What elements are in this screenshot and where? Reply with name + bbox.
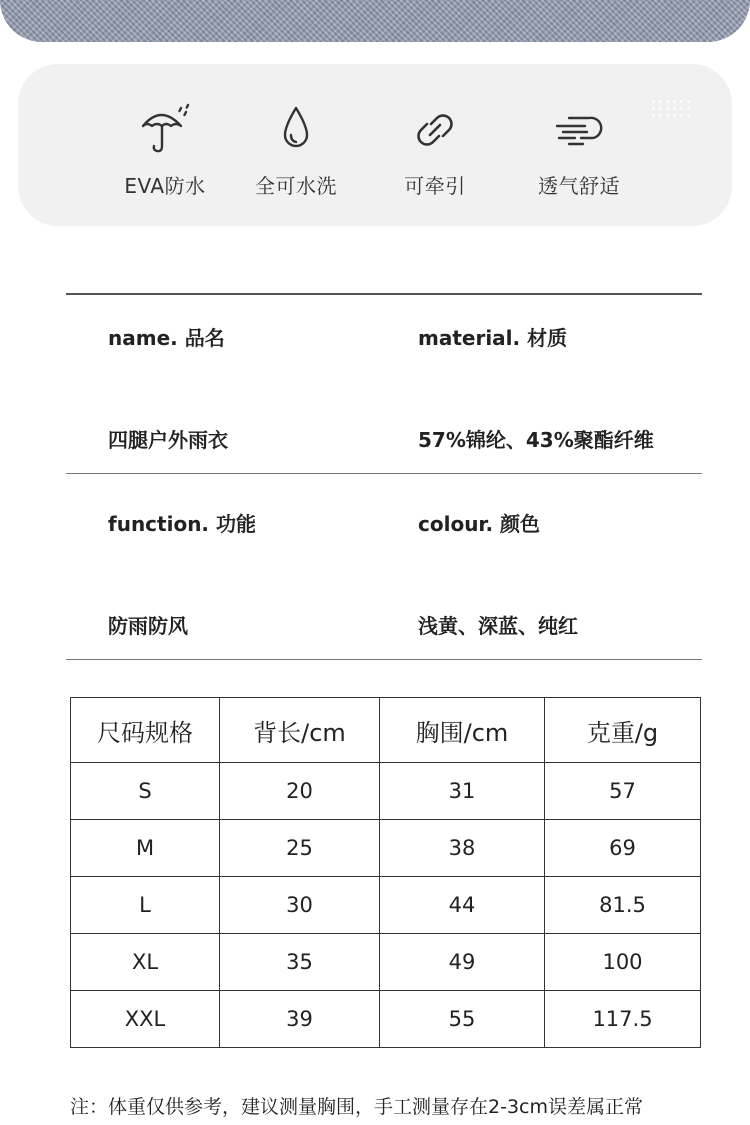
table-row bbox=[71, 877, 701, 934]
decorative-dots bbox=[650, 98, 690, 118]
table-row bbox=[71, 991, 701, 1048]
cell-size: S bbox=[71, 763, 220, 820]
cell-weight: 100 bbox=[545, 934, 701, 991]
info-name-value: 四腿户外雨衣 bbox=[108, 428, 228, 452]
cell-size: M bbox=[71, 820, 220, 877]
cell-weight: 69 bbox=[545, 820, 701, 877]
info-colour-label: colour. 颜色 bbox=[418, 512, 541, 536]
feature-label: 可牵引 bbox=[404, 174, 466, 198]
feature-label: 透气舒适 bbox=[538, 174, 620, 198]
table-row bbox=[71, 934, 701, 991]
cell-chest: 38 bbox=[380, 820, 545, 877]
feature-leash bbox=[360, 102, 510, 199]
info-top-divider bbox=[66, 293, 702, 295]
cell-back-length: 30 bbox=[220, 877, 380, 934]
info-function-value: 防雨防风 bbox=[108, 614, 188, 638]
header-chest: 胸围/cm bbox=[380, 698, 545, 763]
info-name-label: name. 品名 bbox=[108, 326, 225, 350]
cell-size: XXL bbox=[71, 991, 220, 1048]
info-middle-divider bbox=[66, 473, 702, 474]
info-colour-value: 浅黄、深蓝、纯红 bbox=[418, 614, 578, 638]
table-row bbox=[71, 820, 701, 877]
cell-back-length: 35 bbox=[220, 934, 380, 991]
chain-link-icon bbox=[360, 102, 510, 158]
water-drop-icon bbox=[221, 102, 371, 158]
cell-chest: 55 bbox=[380, 991, 545, 1048]
umbrella-icon bbox=[90, 102, 240, 158]
feature-waterproof bbox=[90, 102, 240, 199]
cell-back-length: 39 bbox=[220, 991, 380, 1048]
header-size: 尺码规格 bbox=[71, 698, 220, 763]
header-back-length: 背长/cm bbox=[220, 698, 380, 763]
feature-breathable bbox=[504, 102, 654, 199]
fabric-texture-banner bbox=[0, 0, 750, 42]
feature-label: 全可水洗 bbox=[255, 174, 337, 198]
cell-chest: 31 bbox=[380, 763, 545, 820]
feature-washable bbox=[221, 102, 371, 199]
header-weight: 克重/g bbox=[545, 698, 701, 763]
feature-card bbox=[18, 64, 732, 226]
cell-weight: 57 bbox=[545, 763, 701, 820]
wind-icon bbox=[504, 102, 654, 158]
cell-weight: 81.5 bbox=[545, 877, 701, 934]
cell-chest: 49 bbox=[380, 934, 545, 991]
feature-label: EVA防水 bbox=[124, 174, 206, 198]
cell-chest: 44 bbox=[380, 877, 545, 934]
info-function-label: function. 功能 bbox=[108, 512, 256, 536]
measurement-note: 注：体重仅供参考，建议测量胸围，手工测量存在2-3cm误差属正常 bbox=[70, 1096, 643, 1118]
cell-size: XL bbox=[71, 934, 220, 991]
info-material-value: 57%锦纶、43%聚酯纤维 bbox=[418, 428, 654, 452]
info-bottom-divider bbox=[66, 659, 702, 660]
table-row bbox=[71, 763, 701, 820]
size-table bbox=[70, 697, 701, 1048]
info-material-label: material. 材质 bbox=[418, 326, 568, 350]
cell-size: L bbox=[71, 877, 220, 934]
size-table-header-row bbox=[71, 698, 701, 763]
cell-back-length: 20 bbox=[220, 763, 380, 820]
cell-back-length: 25 bbox=[220, 820, 380, 877]
cell-weight: 117.5 bbox=[545, 991, 701, 1048]
